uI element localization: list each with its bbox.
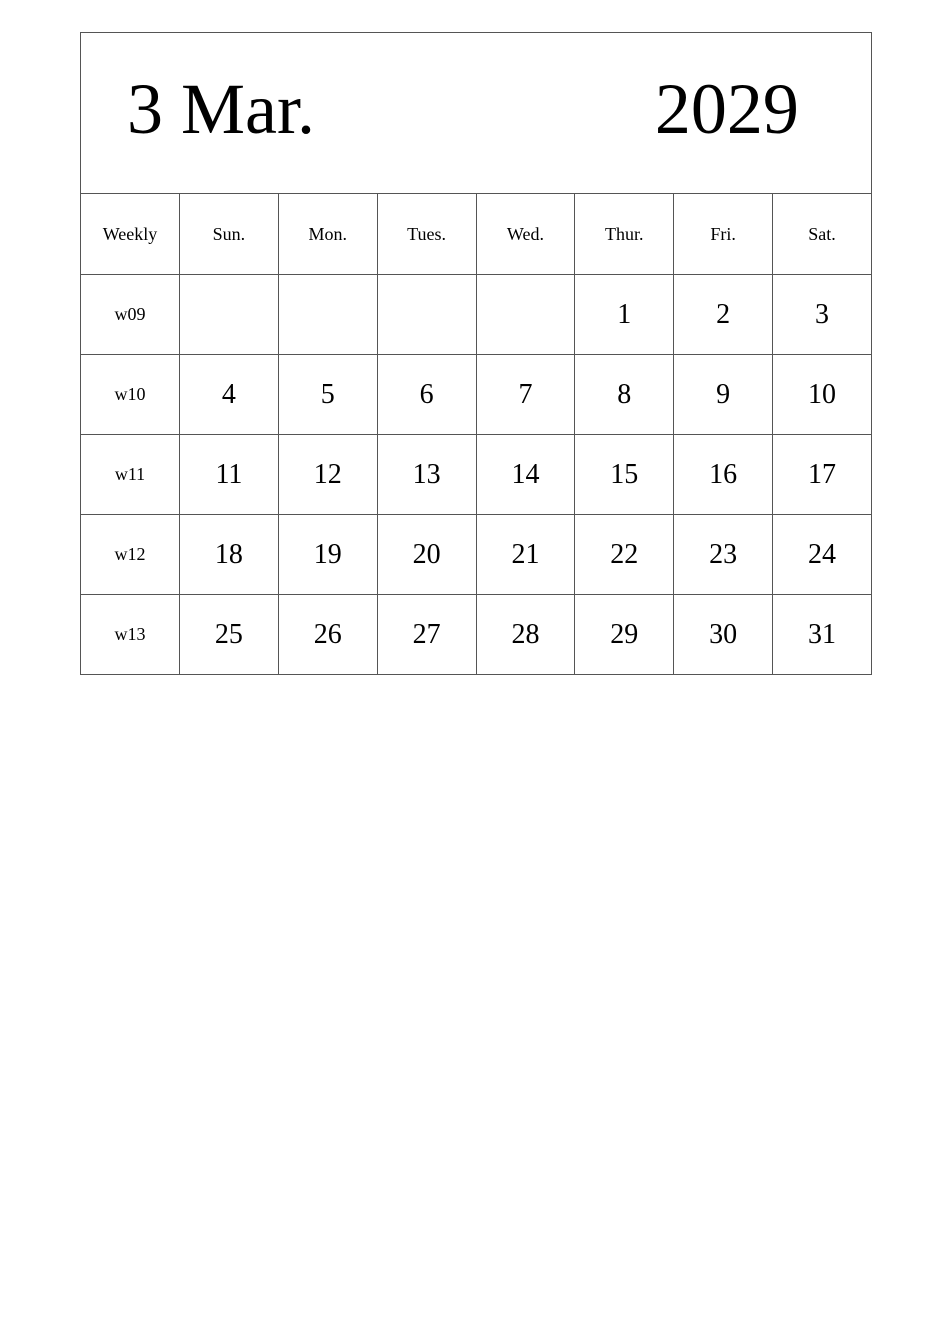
header-weekly: Weekly [81,194,180,275]
day-cell: 22 [575,515,674,595]
weekday-header-row [81,194,872,275]
header-sat: Sat. [773,194,872,275]
week-row [81,515,872,595]
day-cell [278,275,377,355]
day-cell: 2 [674,275,773,355]
header-thu: Thur. [575,194,674,275]
day-cell: 9 [674,355,773,435]
week-number: w10 [81,355,180,435]
day-cell: 26 [278,595,377,675]
header-wed: Wed. [476,194,575,275]
calendar-table [80,32,872,675]
week-row [81,355,872,435]
day-cell: 18 [180,515,279,595]
header-tue: Tues. [377,194,476,275]
day-cell: 21 [476,515,575,595]
day-cell: 27 [377,595,476,675]
week-number: w11 [81,435,180,515]
day-cell: 11 [180,435,279,515]
week-row [81,275,872,355]
month-title: 3 Mar. [127,69,315,149]
header-fri: Fri. [674,194,773,275]
week-row [81,595,872,675]
title-cell [81,33,872,194]
day-cell: 10 [773,355,872,435]
week-number: w12 [81,515,180,595]
day-cell: 12 [278,435,377,515]
day-cell: 25 [180,595,279,675]
day-cell: 17 [773,435,872,515]
year-title: 2029 [654,69,799,149]
title-row [81,33,872,194]
week-number: w13 [81,595,180,675]
day-cell: 13 [377,435,476,515]
day-cell: 30 [674,595,773,675]
day-cell: 1 [575,275,674,355]
week-row [81,435,872,515]
day-cell: 31 [773,595,872,675]
day-cell: 4 [180,355,279,435]
day-cell: 16 [674,435,773,515]
day-cell: 15 [575,435,674,515]
day-cell: 23 [674,515,773,595]
day-cell: 3 [773,275,872,355]
day-cell: 5 [278,355,377,435]
header-sun: Sun. [180,194,279,275]
day-cell [180,275,279,355]
day-cell [377,275,476,355]
week-number: w09 [81,275,180,355]
day-cell: 14 [476,435,575,515]
day-cell: 20 [377,515,476,595]
day-cell [476,275,575,355]
header-mon: Mon. [278,194,377,275]
day-cell: 29 [575,595,674,675]
day-cell: 7 [476,355,575,435]
day-cell: 19 [278,515,377,595]
day-cell: 28 [476,595,575,675]
day-cell: 6 [377,355,476,435]
day-cell: 24 [773,515,872,595]
day-cell: 8 [575,355,674,435]
